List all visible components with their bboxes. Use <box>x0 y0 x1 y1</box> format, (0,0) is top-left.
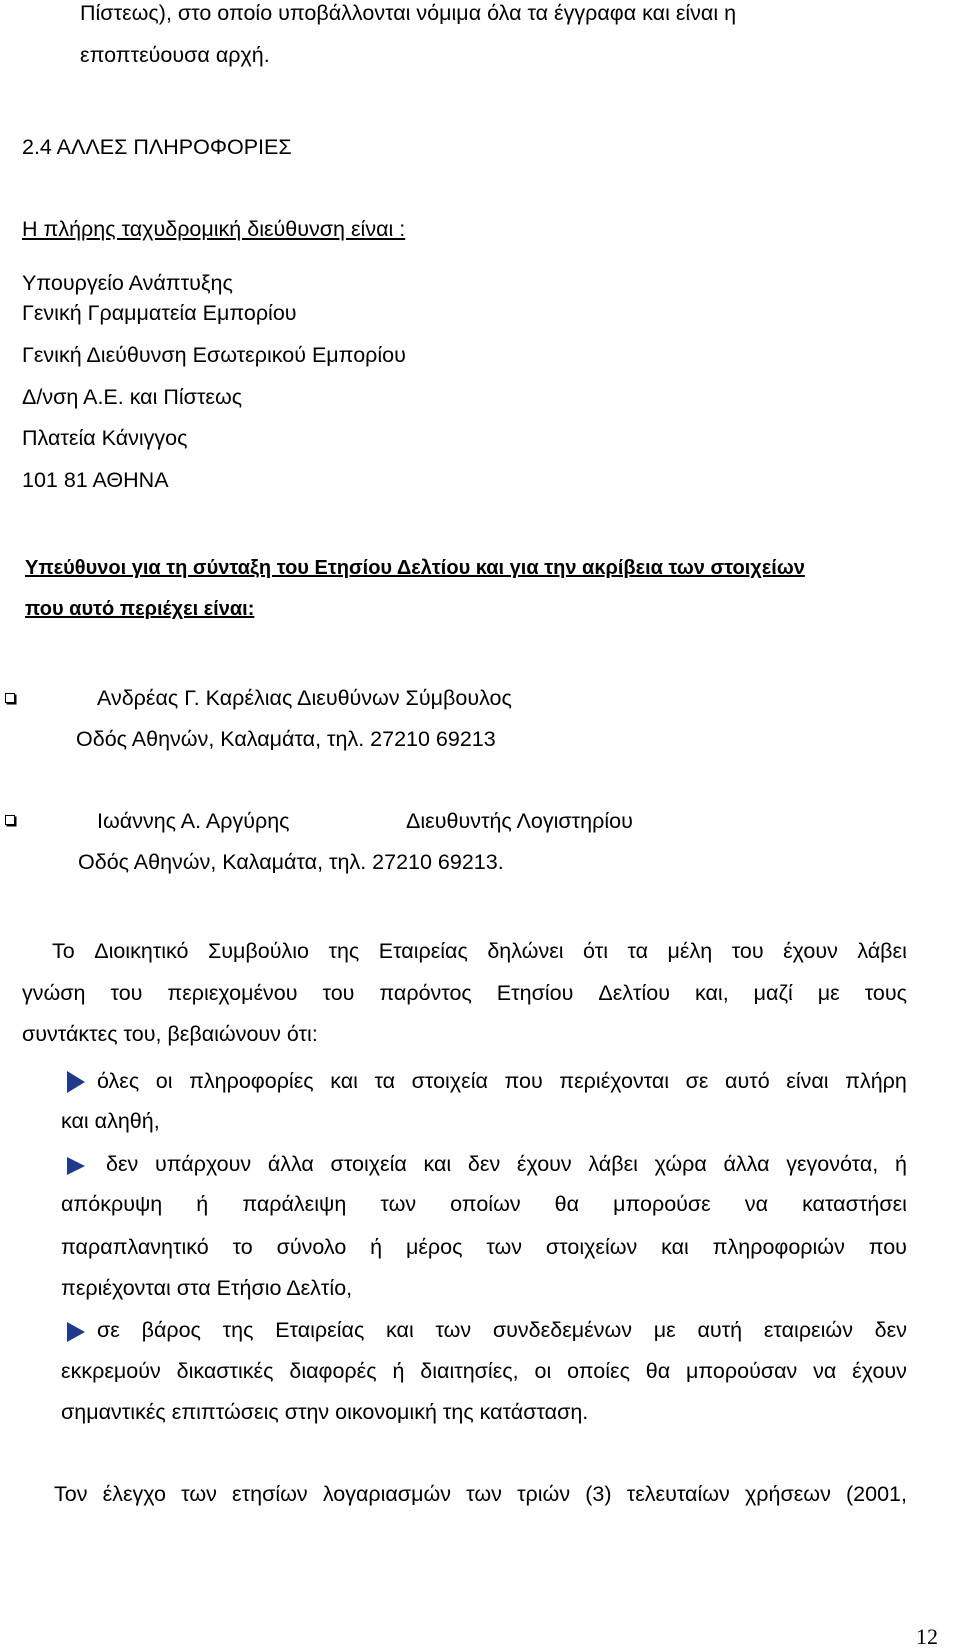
word: να <box>813 1359 837 1383</box>
checkbox-bullet-icon <box>5 815 15 825</box>
word: περιέχονται <box>559 1069 670 1093</box>
word: μπορούσαν <box>686 1359 798 1383</box>
word: οποίες <box>567 1359 630 1383</box>
word: χρήσεων <box>744 1482 831 1506</box>
word: τριών <box>517 1482 571 1506</box>
word: ή <box>392 1359 405 1383</box>
word: των <box>435 1318 472 1342</box>
bullet-3-line-3: σημαντικές επιπτώσεις στην οικονομική της κατάσταση. <box>61 1400 589 1424</box>
word: Ετησίου <box>496 981 574 1005</box>
word: Συμβούλιο <box>207 939 309 963</box>
word: των <box>380 1192 417 1216</box>
word: στοιχείων <box>545 1235 638 1259</box>
checkbox-bullet-icon <box>5 693 15 703</box>
word: χώρα <box>654 1152 707 1176</box>
word: μέρος <box>405 1235 463 1259</box>
word: του <box>110 981 143 1005</box>
board-paragraph-line-3: συντάκτες του, βεβαιώνουν ότι: <box>22 1022 318 1046</box>
word: Εταιρείας <box>378 939 468 963</box>
word: άλλα <box>267 1152 314 1176</box>
word: παρόντος <box>379 981 472 1005</box>
bullet-2-line-4: περιέχονται στα Ετήσιο Δελτίο, <box>61 1276 353 1300</box>
word: της <box>328 939 360 963</box>
word: οι <box>155 1069 173 1093</box>
address-line: Υπουργείο Ανάπτυξης <box>22 271 233 295</box>
arrow-bullet-icon <box>67 1071 85 1093</box>
page-number: 12 <box>916 1624 938 1649</box>
word: της <box>222 1318 254 1342</box>
word: τα <box>374 1069 396 1093</box>
person-contact: Οδός Αθηνών, Καλαμάτα, τηλ. 27210 69213 <box>76 727 496 751</box>
word: εκκρεμούν <box>61 1359 161 1383</box>
word: παράλειψη <box>242 1192 347 1216</box>
address-line: 101 81 ΑΘΗΝΑ <box>22 468 169 492</box>
word: σύνολο <box>276 1235 347 1259</box>
word: θα <box>645 1359 671 1383</box>
word: και <box>330 1069 358 1093</box>
person-role: Διευθυντής Λογιστηρίου <box>406 809 633 833</box>
word: εταιρειών <box>763 1318 853 1342</box>
word: ετησίων <box>232 1482 308 1506</box>
word: του <box>322 981 355 1005</box>
word: υπάρχουν <box>155 1152 252 1176</box>
word: οποίων <box>450 1192 521 1216</box>
word: Διοικητικό <box>94 939 189 963</box>
intro-line-2: εποπτεύουσα αρχή. <box>80 43 270 67</box>
word: πληροφορίες <box>189 1069 314 1093</box>
word: τους <box>864 981 907 1005</box>
word: τα <box>627 939 649 963</box>
person-contact: Οδός Αθηνών, Καλαμάτα, τηλ. 27210 69213. <box>78 850 504 874</box>
address-line: Δ/νση Α.Ε. και Πίστεως <box>22 385 243 409</box>
word: έχουν <box>852 1359 907 1383</box>
word: άλλα <box>723 1152 770 1176</box>
word: μέλη <box>667 939 713 963</box>
word: διαφορές <box>289 1359 377 1383</box>
word: δεν <box>467 1152 501 1176</box>
bullet-1-line-2: και αληθή, <box>61 1109 160 1133</box>
word: τελευταίων <box>626 1482 730 1506</box>
word: με <box>653 1318 676 1342</box>
responsible-heading-line-1: Υπεύθυνοι για τη σύνταξη του Ετησίου Δελτίου και για την ακρίβεια των στοιχείων <box>25 557 805 579</box>
word: (3) <box>585 1482 612 1506</box>
word: πληροφοριών <box>712 1235 845 1259</box>
word: έλεγχο <box>102 1482 166 1506</box>
address-line: Πλατεία Κάνιγγος <box>22 426 188 450</box>
word: όλες <box>97 1069 140 1093</box>
word: των <box>181 1482 217 1506</box>
word: ή <box>370 1235 383 1259</box>
address-line: Γενική Διεύθυνση Εσωτερικού Εμπορίου <box>22 343 406 367</box>
bullet-2-line-3 <box>61 1237 907 1259</box>
word: διαιτησίες, <box>420 1359 519 1383</box>
word: και <box>661 1235 689 1259</box>
word: δεν <box>874 1318 907 1342</box>
section-title: 2.4 ΑΛΛΕΣ ΠΛΗΡΟΦΟΡΙΕΣ <box>22 135 292 159</box>
word: παραπλανητικό <box>61 1235 209 1259</box>
word: δεν <box>106 1152 139 1176</box>
word: του <box>731 939 764 963</box>
word: το <box>232 1235 253 1259</box>
bullet-2-line-2 <box>61 1194 907 1216</box>
word: σε <box>685 1069 709 1093</box>
word: με <box>817 981 840 1005</box>
word: Εταιρείας <box>275 1318 365 1342</box>
word: συνδεδεμένων <box>492 1318 633 1342</box>
word: καταστήσει <box>802 1192 907 1216</box>
bullet-3-line-1 <box>97 1320 907 1342</box>
word: αυτό <box>725 1069 770 1093</box>
word: θα <box>554 1192 580 1216</box>
word: έχουν <box>516 1152 572 1176</box>
word: που <box>504 1069 543 1093</box>
word: δηλώνει <box>487 939 564 963</box>
responsible-heading-line-2: που αυτό περιέχει είναι: <box>25 598 255 620</box>
word: που <box>868 1235 907 1259</box>
word: και <box>386 1318 414 1342</box>
bullet-2-line-1 <box>106 1154 907 1176</box>
person-name: Ιωάννης Α. Αργύρης <box>97 809 290 833</box>
word: σε <box>97 1318 120 1342</box>
word: λάβει <box>588 1152 638 1176</box>
word: οι <box>534 1359 552 1383</box>
word: Δελτίου <box>598 981 671 1005</box>
word: μπορούσε <box>613 1192 711 1216</box>
word: αυτή <box>697 1318 743 1342</box>
word: Το <box>52 939 75 963</box>
board-paragraph-line-1 <box>52 941 907 963</box>
word: γεγονότα, <box>786 1152 879 1176</box>
word: ή <box>894 1152 907 1176</box>
intro-line-1: Πίστεως), στο οποίο υποβάλλονται νόμιμα όλα τα έγγραφα και είναι η <box>80 1 737 25</box>
word: πλήρη <box>845 1069 907 1093</box>
word: Τον <box>54 1482 88 1506</box>
word: ή <box>196 1192 209 1216</box>
audit-line <box>54 1484 907 1506</box>
bullet-1-line-1 <box>97 1071 907 1093</box>
word: απόκρυψη <box>61 1192 163 1216</box>
word: στοιχεία <box>330 1152 407 1176</box>
word: και, <box>695 981 729 1005</box>
word: ότι <box>583 939 608 963</box>
bullet-3-line-2 <box>61 1361 907 1383</box>
word: έχουν <box>783 939 838 963</box>
word: λάβει <box>857 939 907 963</box>
board-paragraph-line-2 <box>22 983 907 1005</box>
address-heading: Η πλήρης ταχυδρομική διεύθυνση είναι : <box>22 217 406 241</box>
word: μαζί <box>753 981 793 1005</box>
word: δικαστικές <box>176 1359 274 1383</box>
arrow-bullet-icon <box>67 1157 85 1175</box>
word: λογαριασμών <box>322 1482 452 1506</box>
word: βάρος <box>141 1318 201 1342</box>
word: των <box>466 1482 502 1506</box>
address-line: Γενική Γραμματεία Εμπορίου <box>22 301 297 325</box>
word: να <box>744 1192 769 1216</box>
word: και <box>423 1152 452 1176</box>
arrow-bullet-icon <box>67 1322 85 1342</box>
person-name-role: Ανδρέας Γ. Καρέλιας Διευθύνων Σύμβουλος <box>97 686 512 710</box>
word: στοιχεία <box>411 1069 488 1093</box>
word: είναι <box>786 1069 829 1093</box>
word: των <box>486 1235 523 1259</box>
word: (2001, <box>846 1482 907 1506</box>
word: περιεχομένου <box>167 981 298 1005</box>
word: γνώση <box>22 981 86 1005</box>
